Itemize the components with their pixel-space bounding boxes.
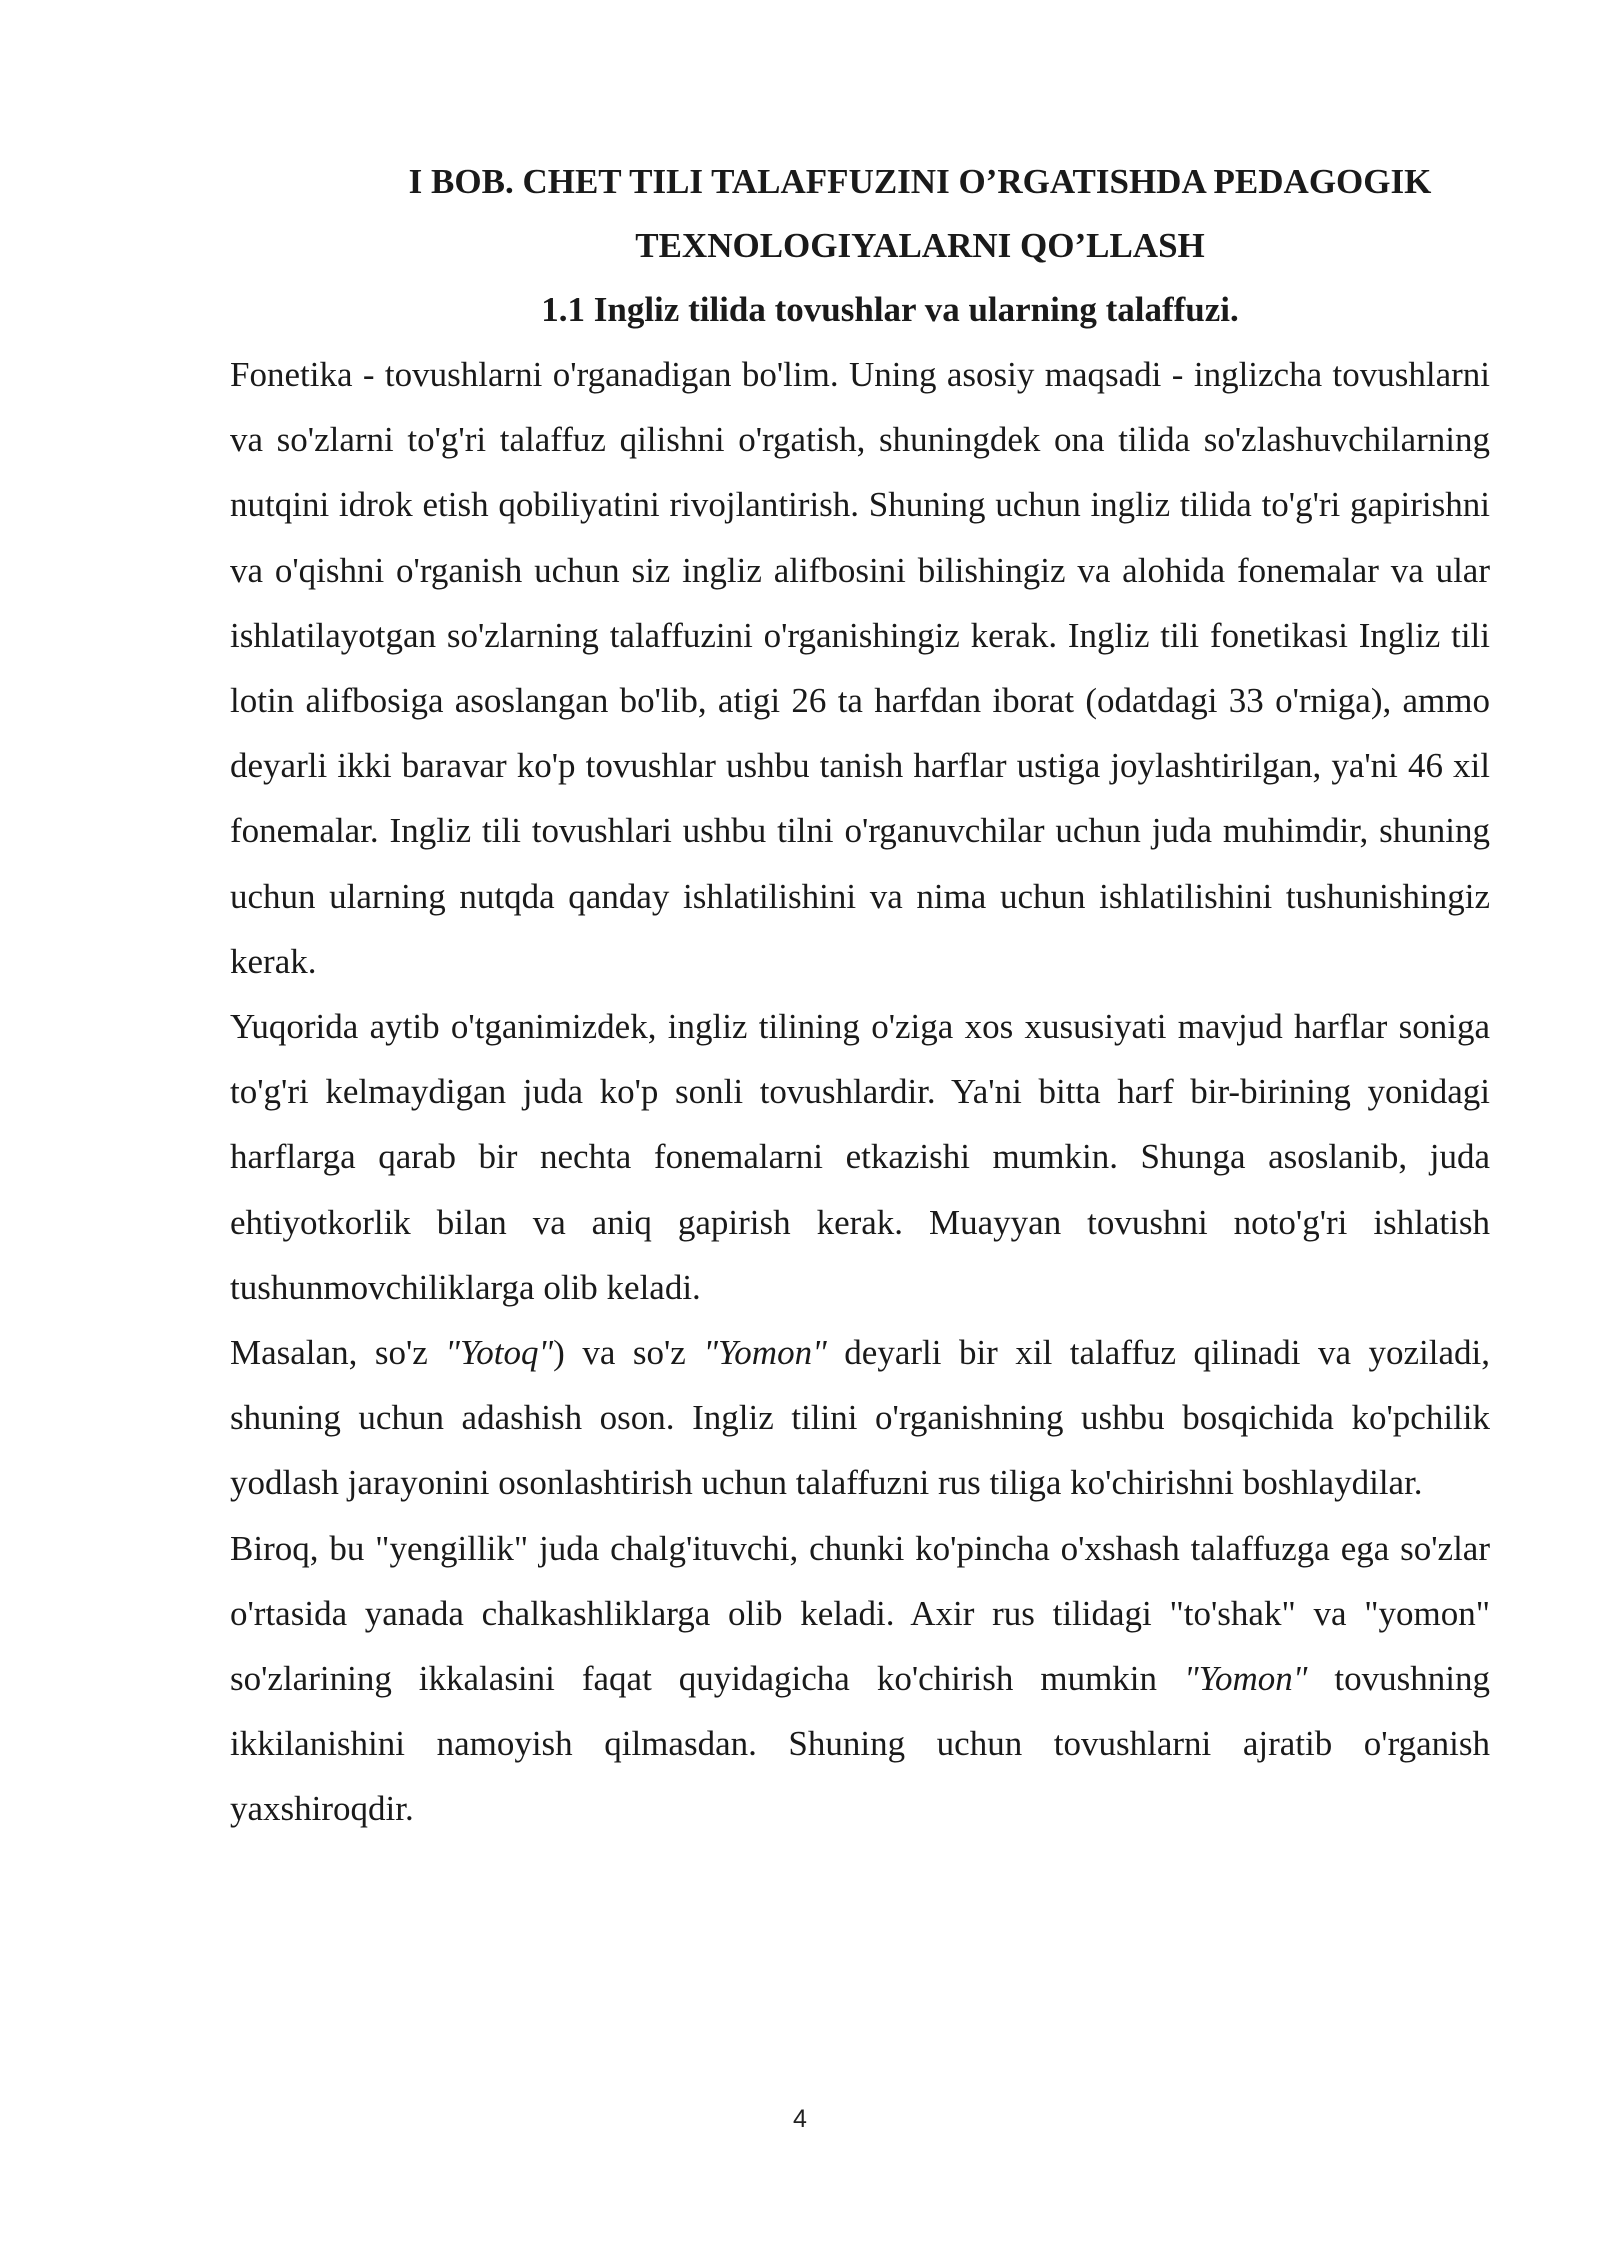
paragraph-3-text-c: ) va so'z <box>553 1333 704 1373</box>
page-number: 4 <box>793 2105 807 2133</box>
paragraph-4-text-a: Biroq, bu "yengillik" juda chalg'ituvchi, chunki ko'pincha o'xshash talaffuzga ega so'zlar o'rtasida yanada chalkashliklarga olib keladi. Axir rus tilidagi "to'shak" va "yomon" so'zlarining ikkalasini faqat quyidagicha ko'chirish mumkin <box>230 1528 1490 1699</box>
paragraph-3-italic-yotoq: "Yotoq" <box>445 1333 554 1373</box>
paragraph-2: Yuqorida aytib o'tganimizdek, ingliz tilining o'ziga xos xususiyati mavjud harflar soniga to'g'ri kelmaydigan juda ko'p sonli tovushlardir. Ya'ni bitta harf bir-birining yonidagi harflarga qarab bir nechta fonemalarni etkazishi mumkin. Shunga asoslanib, juda ehtiyotkorlik bilan va aniq gapirish kerak. Muayyan tovushni noto'g'ri ishlatish tushunmovchiliklarga olib keladi. <box>230 1007 1490 1307</box>
paragraph-3-italic-yomon: "Yomon" <box>703 1333 827 1373</box>
paragraph-4 <box>230 1516 1490 1842</box>
paragraph-1: Fonetika - tovushlarni o'rganadigan bo'lim. Uning asosiy maqsadi - inglizcha tovushlarni va so'zlarni to'g'ri talaffuz qilishni o'rgatish, shuningdek ona tilida so'zlashuvchilarning nutqini idrok etish qobiliyatini rivojlantirish. Shuning uchun ingliz tilida to'g'ri gapirishni va o'qishni o'rganish uchun siz ingliz alifbosini bilishingiz va alohida fonemalar va ular ishlatilayotgan so'zlarning talaffuzini o'rganishingiz kerak. Ingliz tili fonetikasi Ingliz tili lotin alifbosiga asoslangan bo'lib, atigi 26 ta harfdan iborat (odatdagi 33 o'rniga), ammo deyarli ikki baravar ko'p tovushlar ushbu tanish harflar ustiga joylashtirilgan, ya'ni 46 xil fonemalar. Ingliz tili tovushlari ushbu tilni o'rganuvchilar uchun juda muhimdir, shuning uchun ularning nutqda qanday ishlatilishini va nima uchun ishlatilishini tushunishingiz kerak. <box>230 355 1490 981</box>
paragraph-3 <box>230 1320 1490 1516</box>
page-content <box>230 150 1490 1842</box>
chapter-title-line-2: TEXNOLOGIYALARNI QO’LLASH <box>635 226 1205 265</box>
paragraph-4-text-c: tovushning ikkilanishini namoyish qilmasdan. Shuning uchun tovushlarni ajratib o'rganish yaxshiroqdir. <box>230 1659 1490 1829</box>
section-title: 1.1 Ingliz tilida tovushlar va ularning talaffuzi. <box>541 290 1239 329</box>
paragraph-3-text-e: deyarli bir xil talaffuz qilinadi va yoziladi, shuning uchun adashish oson. Ingliz tilini o'rganishning ushbu bosqichida ko'pchilik yodlash jarayonini osonlashtirish uchun talaffuzni rus tiliga ko'chirishni boshlaydilar. <box>230 1333 1490 1503</box>
chapter-title-line-1: I BOB. CHET TILI TALAFFUZINI O’RGATISHDA PEDAGOGIK <box>408 162 1432 201</box>
paragraph-4-italic-yomon: "Yomon" <box>1184 1659 1308 1699</box>
paragraph-3-text-a: Masalan, so'z <box>230 1333 446 1373</box>
